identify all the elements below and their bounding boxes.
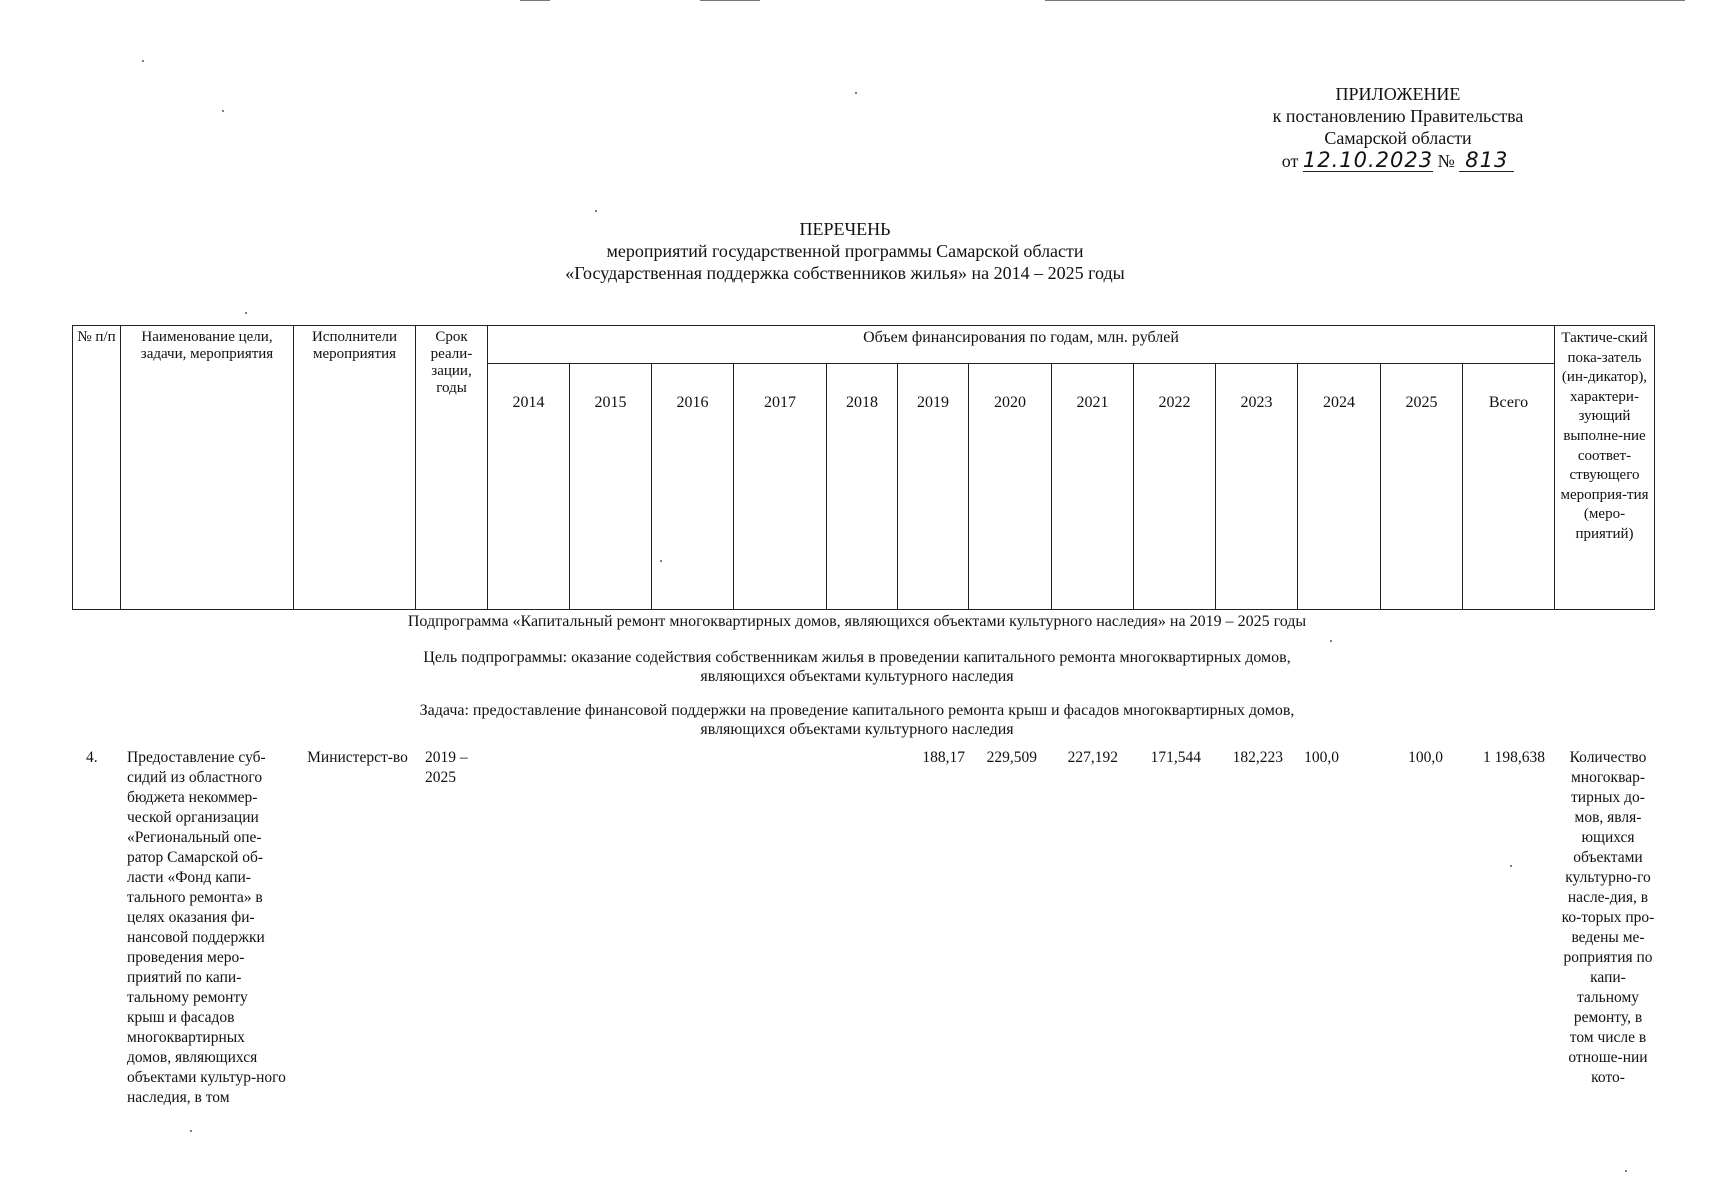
value-2020: 229,509 (986, 749, 1037, 766)
header-indicator: Тактиче-ский пока-затель (ин-дикатор), характери-зующий выполне-ние соответ-ствующего мероприя-тия (меро-приятий) (1555, 326, 1655, 610)
row-executor: Министерст-во (307, 749, 408, 766)
value-2023: 182,223 (1232, 749, 1283, 766)
activities-table (72, 325, 1655, 610)
number-prefix: № (1437, 151, 1455, 171)
value-2024: 100,0 (1304, 749, 1339, 766)
value-2022: 171,544 (1150, 749, 1201, 766)
header-year-2018: 2018 (827, 364, 898, 610)
task-line-2: являющихся объектами культурного наследия (700, 721, 1014, 738)
heading-line-1: мероприятий государственной программы Самарской области (606, 241, 1084, 261)
table-row (0, 748, 1714, 1168)
appendix-line-1: к постановлению Правительства (1272, 106, 1524, 126)
header-year-2023: 2023 (1216, 364, 1298, 610)
header-total: Всего (1463, 364, 1555, 610)
value-total: 1 198,638 (1483, 749, 1545, 766)
header-year-2015: 2015 (570, 364, 652, 610)
row-description: Предоставление суб-сидий из областного бюджета некоммер-ческой организации «Региональный опе-ратор Самарской об-ласти «Фонд капи-тального ремонта» в целях оказания фи-нансовой поддержки проведения меро-приятий по капи-тальному ремонту крыш и фасадов многоквартирных домов, являющихся объектами культур-ного наследия, в том (127, 749, 286, 1106)
heading-line-2: «Государственная поддержка собственников жилья» на 2014 – 2025 годы (565, 263, 1125, 283)
header-no: № п/п (73, 326, 121, 610)
appendix-line-2: Самарской области (1324, 128, 1472, 148)
header-year-2017: 2017 (734, 364, 827, 610)
date-prefix: от (1281, 151, 1299, 171)
subprogram-title: Подпрограмма «Капитальный ремонт многоквартирных домов, являющихся объектами культурного наследия» на 2019 – 2025 годы (407, 613, 1307, 630)
document-heading (0, 218, 1690, 284)
header-year-2021: 2021 (1052, 364, 1134, 610)
task-line-1: Задача: предоставление финансовой поддержки на проведение капитального ремонта крыш и фасадов многоквартирных домов, (419, 702, 1295, 719)
value-2025: 100,0 (1408, 749, 1443, 766)
header-year-2025: 2025 (1381, 364, 1463, 610)
subprogram-goal (0, 648, 1714, 686)
header-year-2019: 2019 (898, 364, 969, 610)
header-year-2020: 2020 (969, 364, 1052, 610)
value-2021: 227,192 (1067, 749, 1118, 766)
scan-top-edge (0, 0, 1714, 1)
handwritten-number: 813 (1459, 149, 1514, 172)
header-year-2022: 2022 (1134, 364, 1216, 610)
subprogram-task (0, 701, 1714, 739)
appendix-date-line (1218, 149, 1578, 172)
header-period: Срок реали-зации, годы (416, 326, 488, 610)
header-year-2014: 2014 (488, 364, 570, 610)
goal-line-2: являющихся объектами культурного наследия (700, 668, 1014, 685)
header-name: Наименование цели, задачи, мероприятия (121, 326, 294, 610)
header-funding: Объем финансирования по годам, млн. рублей (488, 326, 1555, 364)
appendix-block (1218, 83, 1578, 172)
header-year-2024: 2024 (1298, 364, 1381, 610)
table-header-row (73, 326, 1655, 364)
appendix-title: ПРИЛОЖЕНИЕ (1335, 84, 1461, 104)
handwritten-date: 12.10.2023 (1302, 148, 1434, 172)
row-indicator: Количество многоквар-тирных до-мов, явля-ющихся объектами культурно-го насле-дия, в ко-торых про-ведены ме-роприятия по капи-тальному ремонту, в том числе в отноше-нии кото- (1561, 749, 1655, 1086)
header-year-2016: 2016 (652, 364, 734, 610)
heading-title: ПЕРЕЧЕНЬ (799, 219, 891, 239)
header-executors: Исполнители мероприятия (294, 326, 416, 610)
row-period: 2019 – 2025 (425, 749, 468, 786)
value-2019: 188,17 (922, 749, 965, 766)
goal-line-1: Цель подпрограммы: оказание содействия собственникам жилья в проведении капитального ремонта многоквартирных домов, (423, 649, 1291, 666)
row-number: 4. (86, 749, 98, 766)
